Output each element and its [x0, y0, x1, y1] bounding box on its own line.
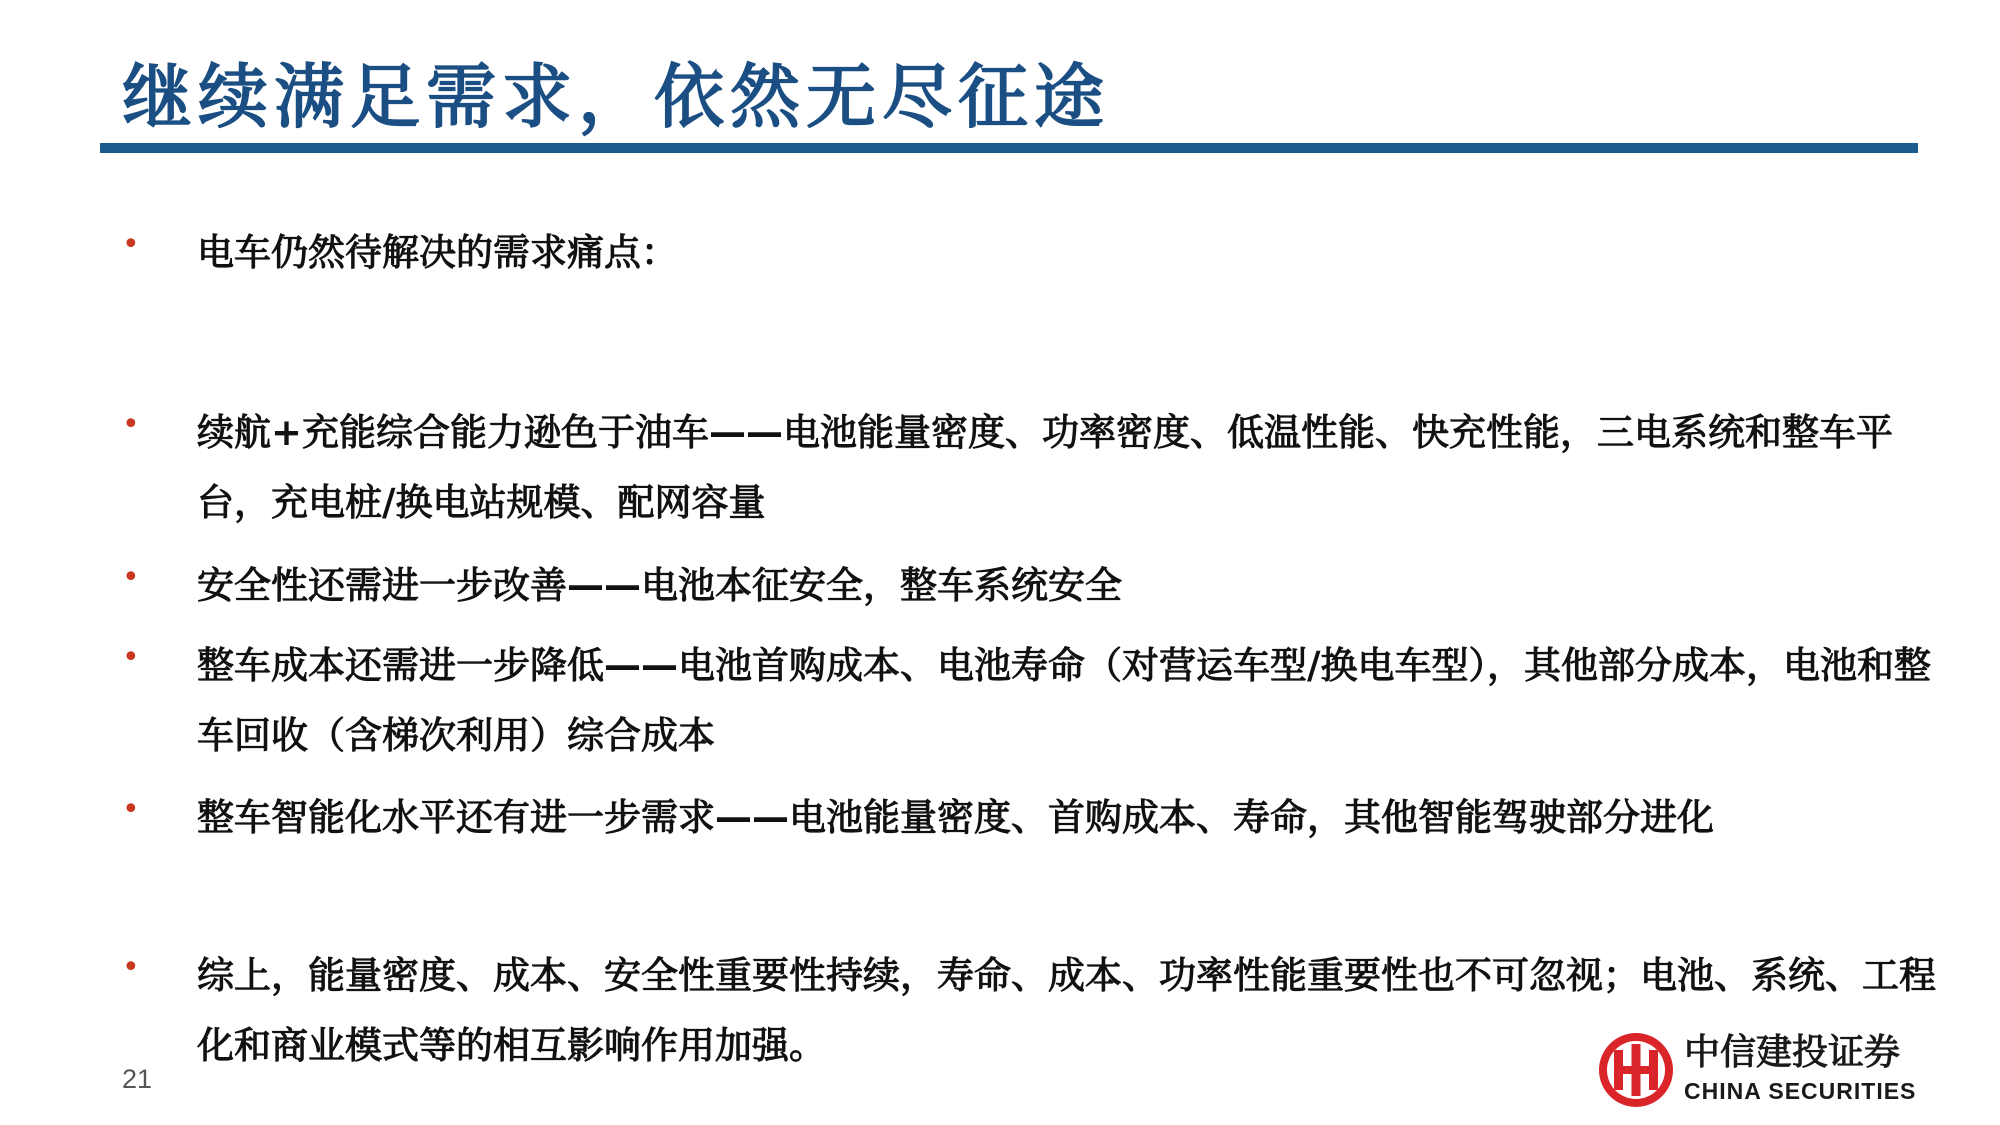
bullet-text-summary: 综上，能量密度、成本、安全性重要性持续，寿命、成本、功率性能重要性也不可忽视；电池、系统、工程化和商业模式等的相互影响作用加强。	[197, 954, 1936, 1067]
china-securities-logo	[1596, 1030, 1926, 1112]
page-number: 21	[122, 1064, 153, 1094]
bullet-marker: •	[122, 227, 140, 262]
slide-title: 继续满足需求，依然无尽征途	[122, 56, 1110, 138]
bullet-marker: •	[122, 792, 140, 827]
bullet-marker: •	[122, 407, 140, 442]
title-underline	[100, 143, 1918, 153]
bullet-text-safety: 安全性还需进一步改善——电池本征安全，整车系统安全	[197, 564, 1122, 607]
bullet-marker: •	[122, 640, 140, 675]
bullet-text-intelligence: 整车智能化水平还有进一步需求——电池能量密度、首购成本、寿命，其他智能驾驶部分进化	[197, 796, 1714, 839]
bullet-marker: •	[122, 950, 140, 985]
logo-name-english: CHINA SECURITIES	[1684, 1078, 1917, 1104]
logo-name-chinese: 中信建投证券	[1684, 1031, 1901, 1073]
bullet-text-range-charging: 续航+充能综合能力逊色于油车——电池能量密度、功率密度、低温性能、快充性能，三电系统和整车平台，充电桩/换电站规模、配网容量	[197, 411, 1893, 524]
bullet-text-cost: 整车成本还需进一步降低——电池首购成本、电池寿命（对营运车型/换电车型），其他部分成本，电池和整车回收（含梯次利用）综合成本	[197, 644, 1932, 757]
bullet-text-pain-points: 电车仍然待解决的需求痛点：	[197, 231, 678, 274]
bullet-marker: •	[122, 560, 140, 595]
citic-emblem-icon	[1596, 1030, 1676, 1110]
